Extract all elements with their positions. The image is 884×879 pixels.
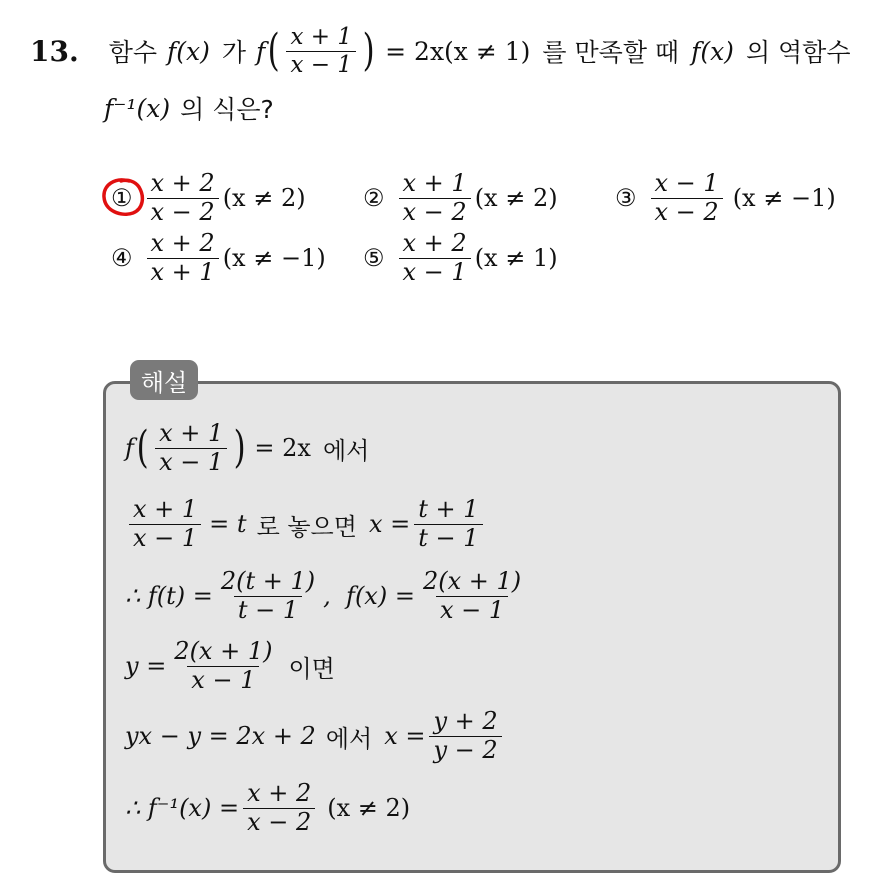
choice-3[interactable] (615, 168, 836, 228)
question-text-func: 함수 (108, 38, 158, 67)
sol-l5-pre: yx − y = 2x + 2 (125, 722, 316, 750)
sol-l6-num: x + 2 (247, 779, 312, 808)
sol-l5-x-eq: x = (384, 722, 426, 750)
sol-l2-num: x + 1 (133, 495, 198, 524)
question-text-ga: 가 (221, 38, 247, 67)
choice-4-mark: ④ (111, 244, 133, 272)
choice-1-mark: ① (111, 184, 133, 212)
sol-l3-fraction (217, 569, 319, 622)
choice-4-fraction (147, 231, 219, 284)
sol-l3-pre: ∴ f(t) = (125, 582, 213, 610)
choice-2[interactable] (363, 168, 558, 228)
question-line-1 (30, 22, 851, 80)
sol-l1-left-paren: ( (136, 422, 149, 473)
sol-l4-den: x − 1 (187, 666, 259, 693)
sol-l2-den: x − 1 (129, 524, 201, 551)
sol-l3-den: t − 1 (234, 596, 302, 623)
choice-4-den: x + 1 (147, 258, 219, 285)
question-fraction (286, 25, 356, 76)
sol-l2-den2: t − 1 (414, 524, 482, 551)
choice-2-den: x − 2 (399, 198, 471, 225)
choice-4[interactable] (111, 228, 326, 288)
solution-line-5 (125, 706, 506, 766)
sol-l1-num: x + 1 (159, 419, 224, 448)
choice-5-fraction (399, 231, 471, 284)
choice-5-condition: (x ≠ 1) (474, 244, 558, 272)
solution-line-4 (125, 636, 335, 696)
right-paren: ) (362, 25, 375, 76)
choice-1-num: x + 2 (150, 169, 215, 198)
question-f: f (256, 36, 266, 66)
sol-l2-text: 로 놓으면 (256, 512, 357, 541)
choice-3-condition: (x ≠ −1) (732, 184, 836, 212)
question-text-inverse: 의 역함수 (745, 38, 851, 67)
choice-2-num: x + 1 (402, 169, 467, 198)
choice-5-den: x − 1 (399, 258, 471, 285)
choice-2-fraction (399, 171, 471, 224)
sol-l2-fraction-2 (414, 497, 482, 550)
sol-l1-rhs: = 2x (254, 434, 311, 462)
sol-l1-text: 에서 (322, 436, 370, 465)
sol-l5-fraction (429, 709, 501, 762)
question-line-2 (104, 90, 274, 126)
sol-l4-text: 이면 (288, 654, 335, 683)
sol-l5-den: y − 2 (429, 736, 501, 763)
sol-l6-pre: ∴ f⁻¹(x) = (125, 794, 240, 822)
sol-l3-num: 2(t + 1) (220, 567, 316, 596)
sol-l1-fraction (155, 421, 227, 474)
choice-5[interactable] (363, 228, 558, 288)
sol-l2-x-eq: x = (368, 510, 411, 538)
solution-line-2 (125, 494, 487, 554)
sol-l5-text: 에서 (325, 724, 373, 753)
sol-l1-den: x − 1 (155, 448, 227, 475)
choice-2-condition: (x ≠ 2) (474, 184, 558, 212)
choice-4-condition: (x ≠ −1) (222, 244, 326, 272)
sol-l2-num2: t + 1 (418, 495, 479, 524)
sol-l1-right-paren: ) (233, 422, 246, 473)
solution-tag: 해설 (130, 360, 198, 400)
choice-1-condition: (x ≠ 2) (222, 184, 306, 212)
sol-l3-den2: x − 1 (436, 596, 508, 623)
solution-line-1 (125, 418, 369, 478)
sol-l6-den: x − 2 (243, 808, 315, 835)
question-number: 13. (30, 34, 79, 68)
question-text-ask: 의 식은? (180, 95, 274, 124)
choice-3-num: x − 1 (654, 169, 719, 198)
sol-l2-mid: = t (209, 510, 247, 538)
sol-l1-f: f (125, 434, 134, 462)
choice-3-mark: ③ (615, 184, 637, 212)
question-text-condition: 를 만족할 때 (542, 38, 680, 67)
choice-3-den: x − 2 (651, 198, 723, 225)
sol-l6-fraction (243, 781, 315, 834)
question-eq-rhs: = 2x(x ≠ 1) (385, 36, 531, 66)
choice-5-num: x + 2 (402, 229, 467, 258)
question-fraction-den: x − 1 (286, 51, 356, 77)
left-paren: ( (267, 25, 280, 76)
sol-l3-fraction-2 (419, 569, 525, 622)
sol-l4-pre: y = (125, 652, 167, 680)
sol-l3-num2: 2(x + 1) (422, 567, 522, 596)
solution-line-6 (125, 778, 410, 838)
choice-1-fraction (147, 171, 219, 224)
sol-l5-num: y + 2 (433, 707, 498, 736)
sol-l4-fraction (170, 639, 276, 692)
sol-l3-mid: , f(x) = (323, 582, 415, 610)
choice-2-mark: ② (363, 184, 385, 212)
question-f-of-x-2: f(x) (691, 36, 734, 66)
question-fraction-num: x + 1 (290, 24, 352, 51)
choice-1[interactable] (111, 168, 306, 228)
sol-l6-cond: (x ≠ 2) (327, 794, 411, 822)
choice-4-num: x + 2 (150, 229, 215, 258)
sol-l4-num: 2(x + 1) (174, 637, 273, 666)
choice-3-fraction (651, 171, 723, 224)
choice-1-den: x − 2 (147, 198, 219, 225)
question-inverse-f: f⁻¹(x) (104, 93, 171, 123)
question-f-of-x: f(x) (167, 36, 210, 66)
choice-5-mark: ⑤ (363, 244, 385, 272)
sol-l2-fraction (129, 497, 201, 550)
solution-line-3 (125, 566, 529, 626)
